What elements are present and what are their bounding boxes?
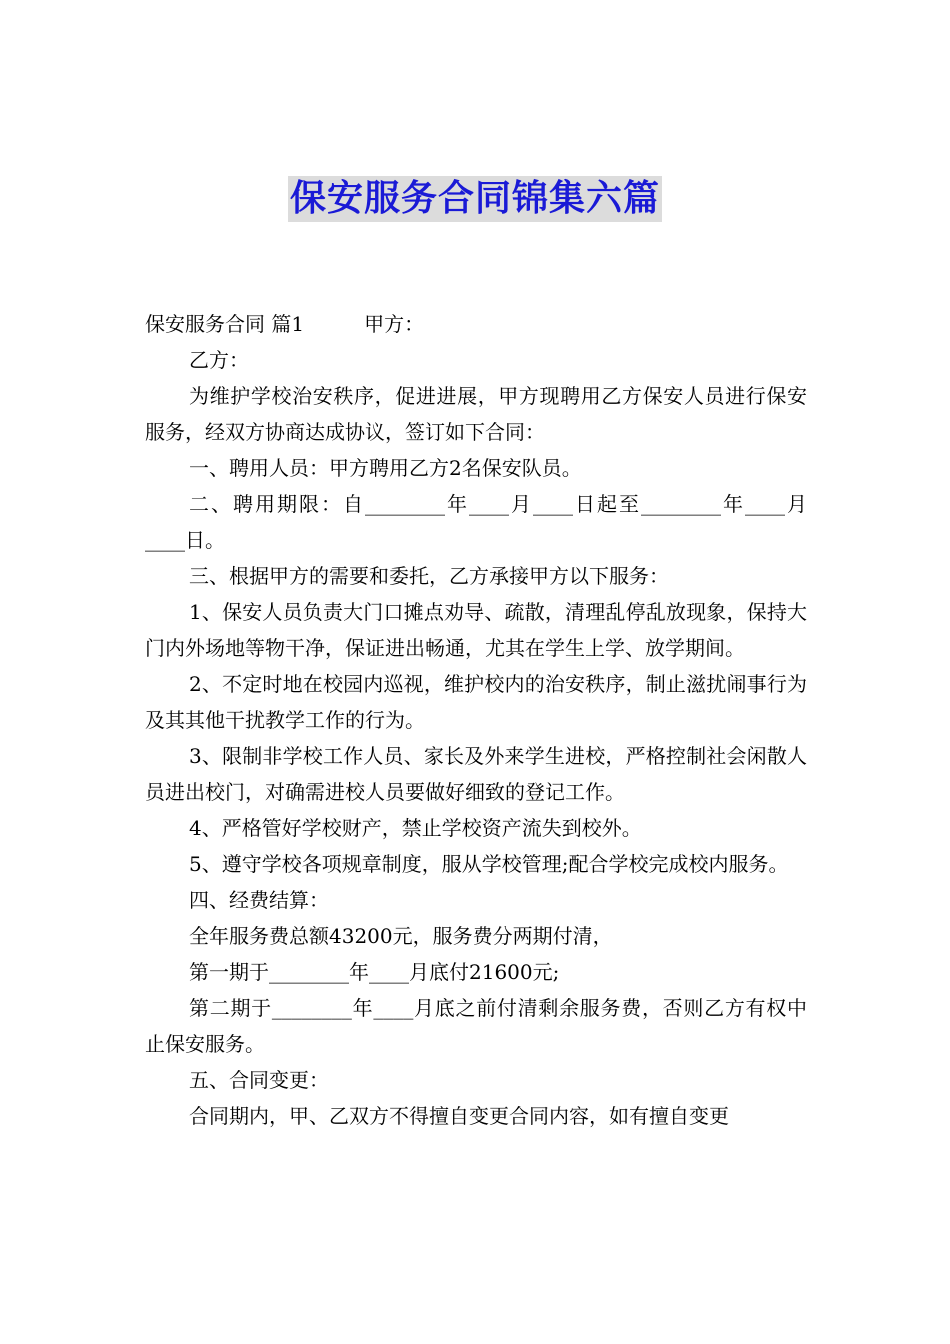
paragraph: 5、遵守学校各项规章制度，服从学校管理;配合学校完成校内服务。 [189,852,789,876]
paragraph: 4、严格管好学校财产，禁止学校资产流失到校外。 [189,816,642,840]
party-a-label: 甲方： [364,312,425,336]
paragraph: 第一期于________年____月底付21600元; [189,960,560,984]
paragraph: 2、不定时地在校园内巡视，维护校内的治安秩序，制止滋扰闹事行为及其其他干扰教学工作的行为。 [145,672,807,732]
paragraph: 三、根据甲方的需要和委托，乙方承接甲方以下服务： [189,564,669,588]
paragraph: 四、经费结算： [189,888,329,912]
paragraph: 乙方： [189,348,249,372]
title-wrap [0,176,950,222]
document-title: 保安服务合同锦集六篇 [288,176,662,222]
paragraph: 1、保安人员负责大门口摊点劝导、疏散，清理乱停乱放现象，保持大门内外场地等物干净，保证进出畅通，尤其在学生上学、放学期间。 [145,600,807,660]
paragraph: 一、聘用人员：甲方聘用乙方2名保安队员。 [189,456,582,480]
paragraph: 全年服务费总额43200元，服务费分两期付清， [189,924,613,948]
paragraph: 合同期内，甲、乙双方不得擅自变更合同内容，如有擅自变更 [189,1104,729,1128]
paragraph: 为维护学校治安秩序，促进进展，甲方现聘用乙方保安人员进行保安服务，经双方协商达成协议，签订如下合同： [145,384,807,444]
paragraph: 五、合同变更： [189,1068,329,1092]
paragraph-text: 保安服务合同 篇1 [145,312,305,336]
paragraph: 二、聘用期限：自________年____月____日起至________年____月____日。 [145,492,807,552]
paragraph: 3、限制非学校工作人员、家长及外来学生进校，严格控制社会闲散人员进出校门，对确需进校人员要做好细致的登记工作。 [145,744,807,804]
paragraph-first [145,306,807,342]
paragraph: 第二期于________年____月底之前付清剩余服务费，否则乙方有权中止保安服务。 [145,996,807,1056]
document-body [145,306,807,1134]
